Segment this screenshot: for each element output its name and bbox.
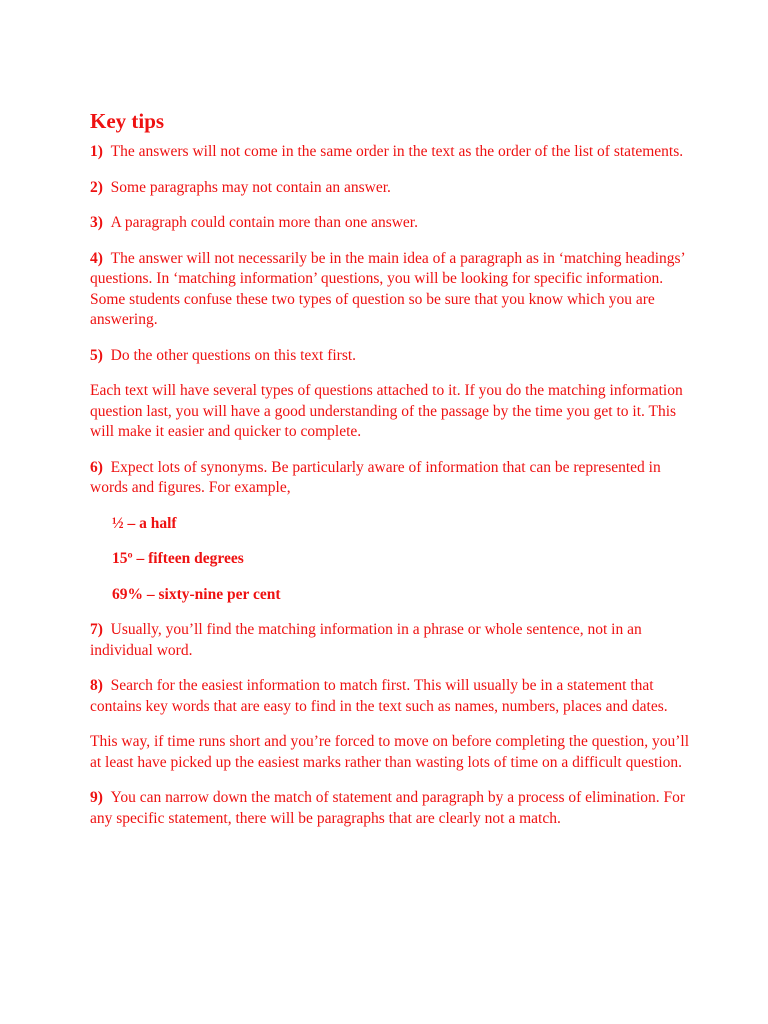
tip-number: 2) bbox=[90, 178, 103, 196]
tip-text: Expect lots of synonyms. Be particularly aware of information that can be represented in words and figures. For example, bbox=[90, 458, 661, 496]
example-percent: 69% – sixty-nine per cent bbox=[112, 585, 281, 603]
tip-text: A paragraph could contain more than one answer. bbox=[110, 214, 418, 231]
tip-text: The answer will not necessarily be in the main idea of a paragraph as in ‘matching headings’ questions. In ‘matching information’ questions, you will be looking for specific information. Some students confuse these two types of question so be sure that you know which you are answering. bbox=[90, 249, 685, 328]
example-half: ½ – a half bbox=[112, 514, 177, 532]
tip-number: 7) bbox=[90, 621, 103, 638]
tip-number: 9) bbox=[90, 789, 103, 806]
tip-2 bbox=[90, 178, 690, 199]
tip-text: Some paragraphs may not contain an answer. bbox=[110, 178, 391, 196]
tip-1 bbox=[90, 142, 690, 163]
tip-text: The answers will not come in the same order in the text as the order of the list of statements. bbox=[110, 143, 684, 160]
tip-number: 3) bbox=[90, 214, 103, 231]
tip-number: 4) bbox=[90, 249, 103, 267]
document-page bbox=[90, 108, 690, 844]
example-degrees: 15º – fifteen degrees bbox=[112, 550, 244, 567]
tip-text: Usually, you’ll find the matching information in a phrase or whole sentence, not in an individual word. bbox=[90, 621, 642, 659]
page-title: Key tips bbox=[90, 109, 165, 133]
tip-6 bbox=[90, 458, 690, 499]
tip-4 bbox=[90, 249, 690, 331]
tip-9 bbox=[90, 788, 690, 829]
tip-5-followup: Each text will have several types of questions attached to it. If you do the matching information question last, you will have a good understanding of the passage by the time you get to it. This will make it easier and quicker to complete. bbox=[90, 382, 683, 440]
tip-text: You can narrow down the match of statement and paragraph by a process of elimination. For any specific statement, there will be paragraphs that are clearly not a match. bbox=[90, 789, 686, 827]
tip-number: 8) bbox=[90, 677, 103, 694]
tip-8-followup: This way, if time runs short and you’re forced to move on before completing the question, you’ll at least have picked up the easiest marks rather than wasting lots of time on a difficult question. bbox=[90, 733, 690, 771]
tip-number: 6) bbox=[90, 458, 103, 476]
tip-5 bbox=[90, 346, 690, 367]
tip-3 bbox=[90, 213, 690, 234]
tip-text: Do the other questions on this text first. bbox=[110, 346, 357, 364]
tip-number: 5) bbox=[90, 346, 103, 364]
tip-number: 1) bbox=[90, 143, 103, 160]
tip-8 bbox=[90, 676, 690, 717]
tip-text: Search for the easiest information to match first. This will usually be in a statement that contains key words that are easy to find in the text such as names, numbers, places and dates. bbox=[90, 677, 668, 715]
tip-7 bbox=[90, 620, 690, 661]
